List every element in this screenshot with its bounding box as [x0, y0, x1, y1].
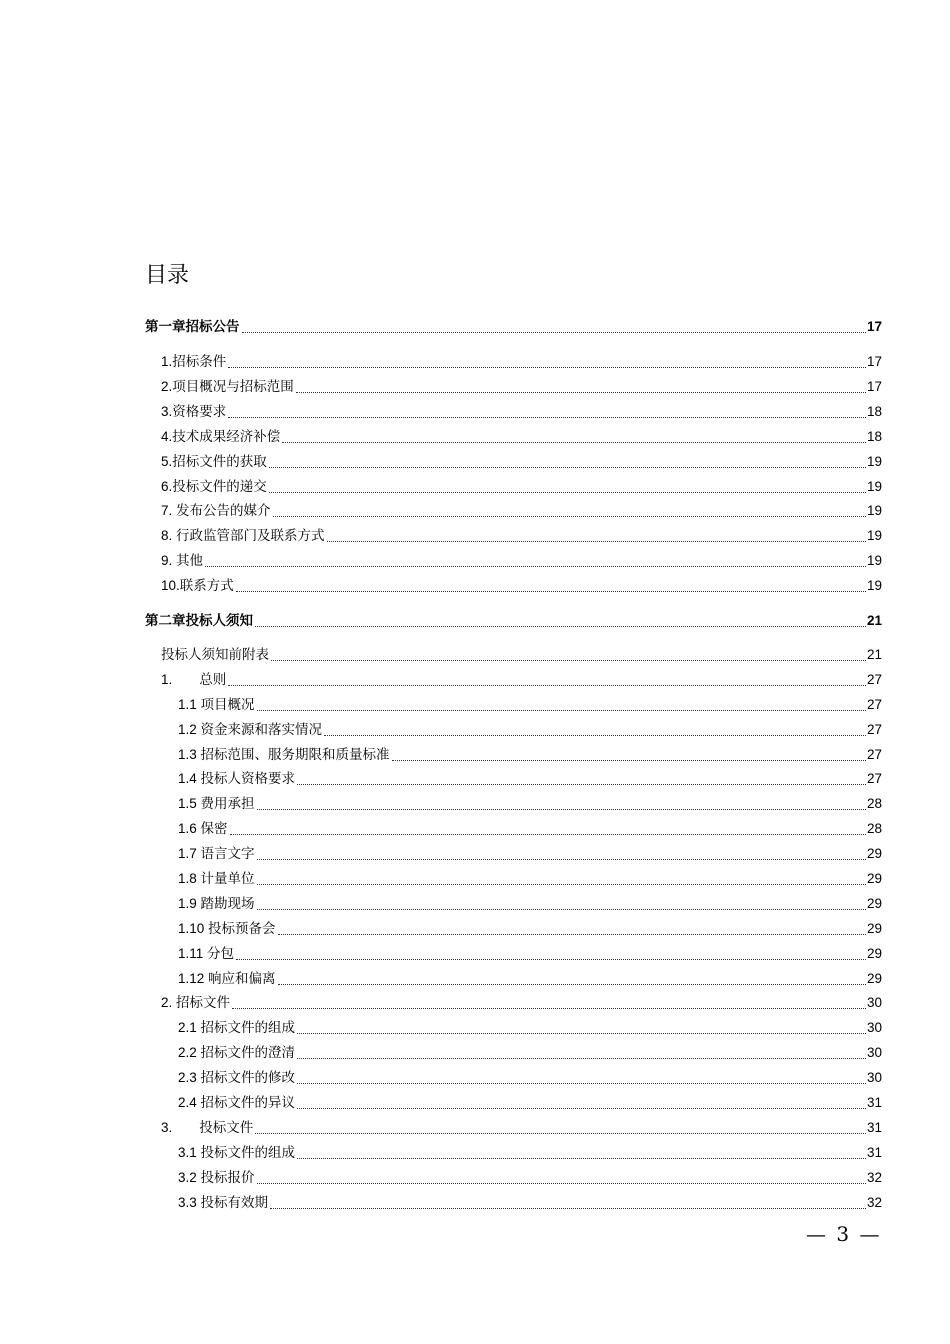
toc-entry-page: 29: [866, 921, 882, 936]
toc-leader-dots: [205, 565, 866, 567]
toc-entry[interactable]: [178, 793, 882, 813]
toc-leader-dots: [242, 331, 866, 333]
toc-entry[interactable]: [161, 351, 882, 371]
toc-entry-label: 6.投标文件的递交: [161, 479, 267, 494]
toc-entry-page: 21: [866, 647, 882, 662]
toc-entry-label: 1.8 计量单位: [178, 871, 255, 886]
toc-leader-dots: [278, 933, 866, 935]
toc-entry-label: 3.1 投标文件的组成: [178, 1145, 296, 1160]
toc-leader-dots: [282, 441, 866, 443]
toc-leader-dots: [297, 1057, 866, 1059]
toc-leader-dots: [327, 540, 866, 542]
toc-leader-dots: [228, 366, 866, 368]
toc-leader-dots: [324, 734, 866, 736]
toc-entry[interactable]: [178, 818, 882, 838]
toc-entry[interactable]: [161, 476, 882, 496]
toc-entry[interactable]: [178, 1192, 882, 1212]
toc-leader-dots: [297, 1032, 866, 1034]
toc-leader-dots: [270, 1207, 866, 1209]
toc-leader-dots: [297, 1082, 866, 1084]
toc-entry-page: 31: [866, 1095, 882, 1110]
toc-entry-label: 3. 投标文件: [161, 1120, 254, 1135]
toc-entry-page: 30: [866, 1045, 882, 1060]
toc-entry[interactable]: [178, 893, 882, 913]
toc-entry-label: 2.4 招标文件的异议: [178, 1095, 296, 1110]
toc-entry-page: 19: [866, 479, 882, 494]
toc-entry[interactable]: [161, 1117, 882, 1137]
toc-leader-dots: [297, 1107, 866, 1109]
toc-entry[interactable]: [178, 868, 882, 888]
toc-leader-dots: [297, 1157, 866, 1159]
toc-entry-label: 1.9 踏勘现场: [178, 896, 255, 911]
toc-entry-page: 32: [866, 1170, 882, 1185]
toc-title: 目录: [145, 263, 190, 288]
toc-entry-page: 27: [866, 771, 882, 786]
toc-entry-page: 27: [866, 747, 882, 762]
toc-entry-label: 4.技术成果经济补偿: [161, 429, 281, 444]
toc-entry[interactable]: [178, 1092, 882, 1112]
toc-entry-page: 28: [866, 821, 882, 836]
toc-entry-page: 27: [866, 672, 882, 687]
toc-leader-dots: [255, 1132, 866, 1134]
toc-entry-label: 5.招标文件的获取: [161, 454, 267, 469]
toc-leader-dots: [296, 391, 866, 393]
toc-entry-page: 19: [866, 553, 882, 568]
toc-chapter-entry[interactable]: [145, 610, 882, 630]
toc-entry-page: 18: [866, 404, 882, 419]
toc-entry[interactable]: [161, 644, 882, 664]
toc-entry[interactable]: [161, 451, 882, 471]
toc-entry-page: 19: [866, 578, 882, 593]
toc-entry-label: 3.3 投标有效期: [178, 1195, 269, 1210]
toc-entry[interactable]: [178, 1042, 882, 1062]
toc-entry-label: 1.3 招标范围、服务期限和质量标准: [178, 747, 390, 762]
toc-entry-page: 31: [866, 1120, 882, 1135]
toc-chapter-entry[interactable]: [145, 316, 882, 336]
toc-entry[interactable]: [161, 669, 882, 689]
toc-entry-label: 3.资格要求: [161, 404, 227, 419]
toc-entry-label: 2.1 招标文件的组成: [178, 1020, 296, 1035]
toc-leader-dots: [257, 808, 866, 810]
toc-leader-dots: [228, 416, 866, 418]
toc-entry-page: 27: [866, 722, 882, 737]
toc-entry[interactable]: [178, 943, 882, 963]
toc-leader-dots: [255, 625, 866, 627]
toc-leader-dots: [257, 709, 866, 711]
toc-entry[interactable]: [178, 1167, 882, 1187]
toc-entry[interactable]: [178, 744, 882, 764]
toc-entry-label: 投标人须知前附表: [161, 647, 269, 662]
toc-entry-page: 17: [866, 354, 882, 369]
toc-leader-dots: [232, 1007, 866, 1009]
toc-entry-page: 18: [866, 429, 882, 444]
toc-entry-label: 1.11 分包: [178, 946, 235, 961]
toc-entry[interactable]: [178, 694, 882, 714]
toc-entry-page: 19: [866, 528, 882, 543]
toc-entry-label: 1.7 语言文字: [178, 846, 255, 861]
toc-entry-label: 2.2 招标文件的澄清: [178, 1045, 296, 1060]
toc-leader-dots: [257, 858, 866, 860]
toc-entry[interactable]: [178, 918, 882, 938]
toc-entry[interactable]: [161, 426, 882, 446]
toc-entry[interactable]: [178, 1067, 882, 1087]
toc-entry-page: 21: [866, 613, 882, 628]
toc-entry[interactable]: [178, 843, 882, 863]
toc-leader-dots: [236, 590, 866, 592]
toc-entry[interactable]: [161, 575, 882, 595]
toc-entry-page: 27: [866, 697, 882, 712]
toc-leader-dots: [269, 491, 866, 493]
toc-leader-dots: [257, 908, 866, 910]
toc-entry[interactable]: [161, 500, 882, 520]
toc-entry-page: 30: [866, 1070, 882, 1085]
toc-entry-page: 29: [866, 971, 882, 986]
toc-entry-label: 1.10 投标预备会: [178, 921, 276, 936]
toc-leader-dots: [271, 659, 866, 661]
toc-entry-label: 第二章投标人须知: [145, 613, 253, 628]
toc-entry-label: 1.12 响应和偏离: [178, 971, 276, 986]
toc-entry-label: 3.2 投标报价: [178, 1170, 255, 1185]
toc-entry-label: 1.2 资金来源和落实情况: [178, 722, 323, 737]
toc-leader-dots: [273, 515, 866, 517]
toc-entry-page: 29: [866, 896, 882, 911]
toc-entry-label: 7. 发布公告的媒介: [161, 503, 271, 518]
toc-entry[interactable]: [161, 376, 882, 396]
toc-entry-page: 19: [866, 503, 882, 518]
toc-entry-label: 1.6 保密: [178, 821, 228, 836]
toc-entry-page: 29: [866, 846, 882, 861]
toc-entry-page: 17: [866, 319, 882, 334]
toc-entry-label: 1.1 项目概况: [178, 697, 255, 712]
toc-entry-label: 第一章招标公告: [145, 319, 240, 334]
toc-entry-page: 29: [866, 871, 882, 886]
toc-entry[interactable]: [178, 968, 882, 988]
toc-leader-dots: [257, 1182, 866, 1184]
toc-entry-label: 1.5 费用承担: [178, 796, 255, 811]
page-number: — 3 —: [806, 1222, 882, 1246]
toc-entry[interactable]: [178, 768, 882, 788]
toc-entry[interactable]: [178, 1142, 882, 1162]
toc-entry[interactable]: [161, 525, 882, 545]
toc-entry[interactable]: [178, 719, 882, 739]
toc-entry-page: 30: [866, 995, 882, 1010]
toc-entry-label: 1.招标条件: [161, 354, 227, 369]
toc-entry-page: 30: [866, 1020, 882, 1035]
toc-entry-page: 19: [866, 454, 882, 469]
toc-entry-label: 1. 总则: [161, 672, 227, 687]
toc-leader-dots: [269, 466, 866, 468]
toc-entry-page: 32: [866, 1195, 882, 1210]
toc-leader-dots: [392, 759, 866, 761]
toc-entry-label: 2.3 招标文件的修改: [178, 1070, 296, 1085]
toc-entry-label: 8. 行政监管部门及联系方式: [161, 528, 325, 543]
toc-entry-label: 2. 招标文件: [161, 995, 231, 1010]
toc-entry-page: 31: [866, 1145, 882, 1160]
toc-entry-label: 1.4 投标人资格要求: [178, 771, 296, 786]
toc-entry-label: 9. 其他: [161, 553, 204, 568]
toc-entry[interactable]: [161, 992, 882, 1012]
toc-entry-label: 2.项目概况与招标范围: [161, 379, 294, 394]
toc-entry[interactable]: [161, 401, 882, 421]
toc-leader-dots: [236, 958, 866, 960]
toc-entry-page: 29: [866, 946, 882, 961]
toc-leader-dots: [228, 684, 866, 686]
toc-leader-dots: [278, 983, 866, 985]
toc-entry[interactable]: [178, 1017, 882, 1037]
toc-leader-dots: [230, 833, 866, 835]
toc-entry-page: 17: [866, 379, 882, 394]
toc-entry-page: 28: [866, 796, 882, 811]
toc-leader-dots: [297, 783, 866, 785]
toc-entry[interactable]: [161, 550, 882, 570]
toc-entry-label: 10.联系方式: [161, 578, 234, 593]
toc-leader-dots: [257, 883, 866, 885]
